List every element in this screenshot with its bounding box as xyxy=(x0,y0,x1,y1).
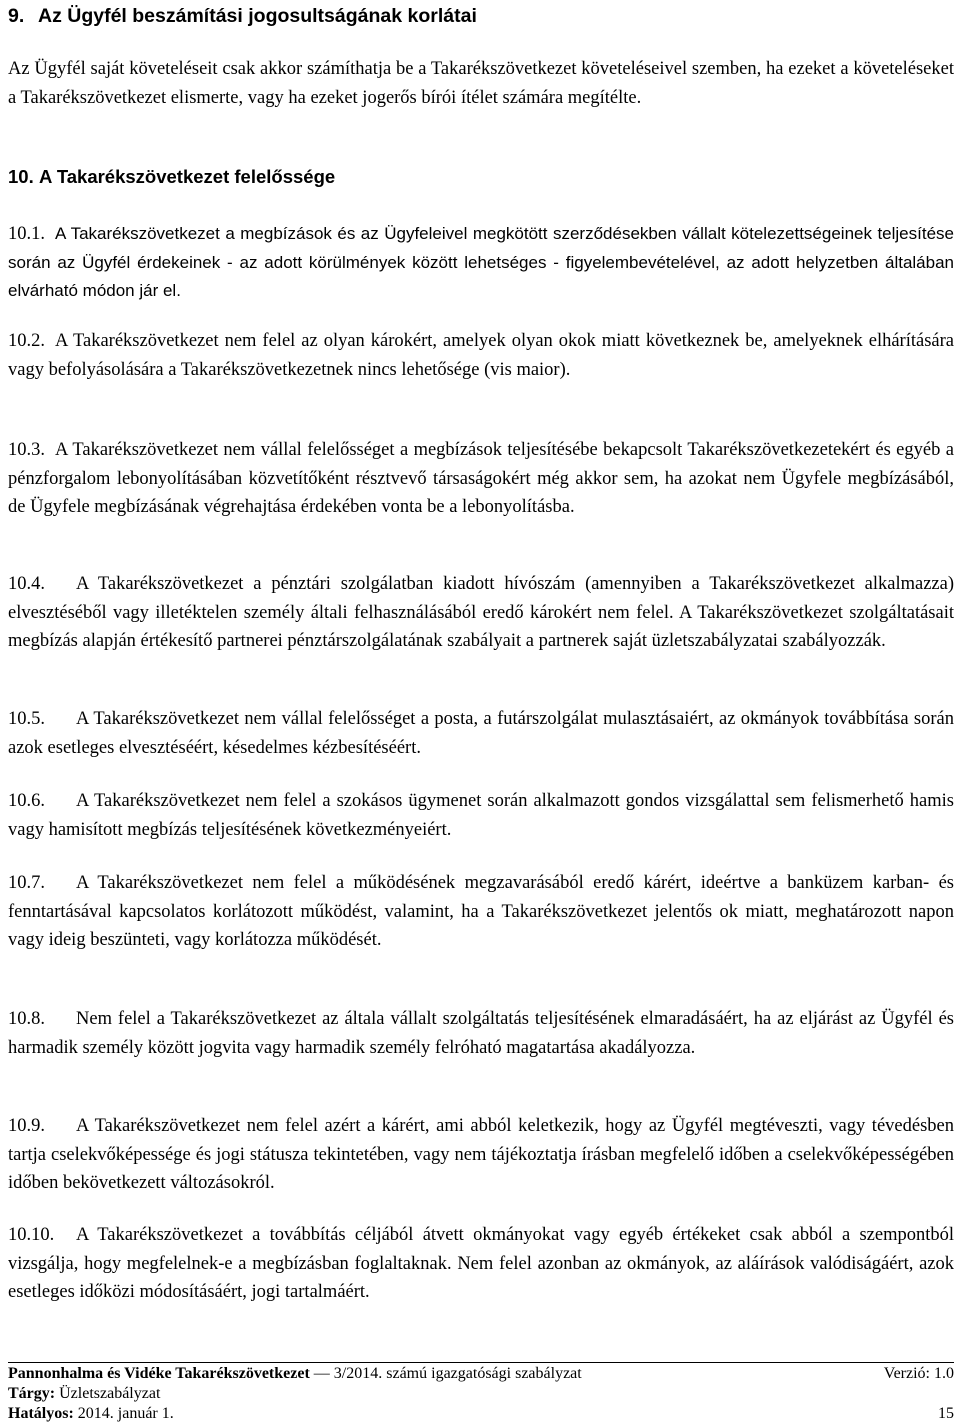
paragraph-text: A Takarékszövetkezet nem felel a szokásos ügymenet során alkalmazott gondos vizsgálattal sem felismerhető hamis vagy hamisított megbízás teljesítésének következményeiért. xyxy=(8,791,954,840)
paragraph-10-7 xyxy=(8,869,954,955)
paragraph-number: 10.7. xyxy=(8,873,45,893)
footer-subject: Üzletszabályzat xyxy=(59,1385,161,1402)
paragraph-number: 10.4. xyxy=(8,574,45,594)
page-number: 15 xyxy=(938,1405,954,1422)
paragraph-10-2 xyxy=(8,327,954,384)
section-9-heading xyxy=(8,4,954,28)
paragraph-number: 10.9. xyxy=(8,1116,45,1136)
paragraph-text: A Takarékszövetkezet nem vállal felelősséget a megbízások teljesítésébe bekapcsolt Takarékszövetkezetekért és egyéb a pénzforgalom lebonyolításában közvetítőként résztvevő társaságokért még akkor sem, ha azokat nem Ügyfele megbízásából, de Ügyfele megbízásának végrehajtása érdekében vonta be a lebonyolításba. xyxy=(8,440,954,517)
paragraph-10-9 xyxy=(8,1112,954,1198)
footer-divider xyxy=(8,1362,954,1363)
paragraph-text: A Takarékszövetkezet a továbbítás céljából átvett okmányokat vagy egyéb értékeket csak abból a szempontból vizsgálja, hogy megfelelnek-e a megbízásban foglaltaknak. Nem felel azonban az okmányok, az aláírások valódiságáért, azok esetleges időközi módosításáért, jogi tartalmáért. xyxy=(8,1225,954,1302)
paragraph-10-8 xyxy=(8,1005,954,1062)
section-title: Az Ügyfél beszámítási jogosultságának korlátai xyxy=(38,5,477,27)
paragraph-10-6 xyxy=(8,787,954,844)
section-title: A Takarékszövetkezet felelőssége xyxy=(39,166,336,187)
paragraph-number: 10.6. xyxy=(8,791,45,811)
footer-organization: Pannonhalma és Vidéke Takarékszövetkezet xyxy=(8,1365,310,1382)
paragraph-number: 10.8. xyxy=(8,1009,45,1029)
footer-subject-label: Tárgy: xyxy=(8,1385,56,1402)
footer-row-3 xyxy=(8,1404,954,1424)
paragraph-10-10 xyxy=(8,1221,954,1307)
footer-version: Verzió: 1.0 xyxy=(883,1365,954,1382)
paragraph-number: 10.2. xyxy=(8,331,45,351)
footer-document-ref: 3/2014. számú igazgatósági szabályzat xyxy=(333,1365,582,1382)
paragraph-text: A Takarékszövetkezet a pénztári szolgálatban kiadott hívószám (amennyiben a Takarékszövetkezet alkalmazza) elvesztéséből vagy illetéktelen személy általi felhasználásából eredő károkért nem felel. A Takarékszövetkezet szolgáltatásait megbízás alapján értékesítő partnerei pénztárszolgálatának szabályait a partnerek saját üzletszabályzatai szabályozzák. xyxy=(8,574,954,651)
paragraph-10-3 xyxy=(8,436,954,522)
paragraph-number: 10.3. xyxy=(8,440,45,460)
footer-row-2 xyxy=(8,1384,954,1404)
paragraph-text: A Takarékszövetkezet a megbízások és az Ügyfeleivel megkötött szerződésekben vállalt kötelezettségeinek teljesítése során az Ügyfél érdekeinek - az adott körülmények között lehetséges - figyelembevételével, az adott helyzetben általában elvárható módon jár el. xyxy=(8,224,954,300)
paragraph-10-5 xyxy=(8,705,954,762)
paragraph-text: A Takarékszövetkezet nem vállal felelősséget a posta, a futárszolgálat mulasztásaiért, az okmányok továbbítása során azok esetleges elvesztéséért, késedelmes kézbesítéséért. xyxy=(8,709,954,758)
paragraph-10-4 xyxy=(8,570,954,656)
section-number: 9. xyxy=(8,5,25,27)
footer-row-1: Pannonhalma és Vidéke Takarékszövetkezet — 3/2014. számú igazgatósági szabályzat Verzió: 1.0 xyxy=(8,1365,954,1382)
section-10-heading xyxy=(8,165,335,189)
paragraph-text: Nem felel a Takarékszövetkezet az általa vállalt szolgáltatás teljesítésének elmaradásáért, ha az eljárást az Ügyfél és harmadik személy között jogvita vagy harmadik személy felróható magatartása akadályozza. xyxy=(8,1009,954,1058)
paragraph-text: A Takarékszövetkezet nem felel azért a kárért, ami abból keletkezik, hogy az Ügyfél megtéveszti, vagy tévedésben tartja cselekvőképessége és jogi státusza tekintetében, vagy nem tájékoztatja írásban megfelelő időben a cselekvőképességében időben bekövetkezett változásokról. xyxy=(8,1116,954,1193)
paragraph-number: 10.5. xyxy=(8,709,45,729)
paragraph-text: A Takarékszövetkezet nem felel az olyan károkért, amelyek olyan okok miatt következnek be, amelyeknek elhárítására vagy befolyásolására a Takarékszövetkezetnek nincs lehetősége (vis maior). xyxy=(8,331,954,380)
section-number: 10. xyxy=(8,166,34,187)
paragraph-number: 10.10. xyxy=(8,1225,55,1245)
page-footer xyxy=(8,1364,954,1424)
footer-effective-date: 2014. január 1. xyxy=(77,1405,174,1422)
paragraph-10-1 xyxy=(8,220,954,306)
section-9-body: Az Ügyfél saját követeléseit csak akkor számíthatja be a Takarékszövetkezet követeléseivel szemben, ha ezeket a követeléseket a Takarékszövetkezet elismerte, vagy ha ezeket jogerős bírói ítélet számára megítélte. xyxy=(8,59,954,108)
footer-effective-label: Hatályos: xyxy=(8,1405,74,1422)
paragraph-text: A Takarékszövetkezet nem felel a működésének megzavarásából eredő kárért, ideértve a banküzem karban- és fenntartásával kapcsolatos korlátozott működést, valamint, ha a Takarékszövetkezet jelentős ok miatt, meghatározott napon vagy ideig beszünteti, vagy korlátozza működését. xyxy=(8,873,954,950)
paragraph-number: 10.1. xyxy=(8,224,45,244)
